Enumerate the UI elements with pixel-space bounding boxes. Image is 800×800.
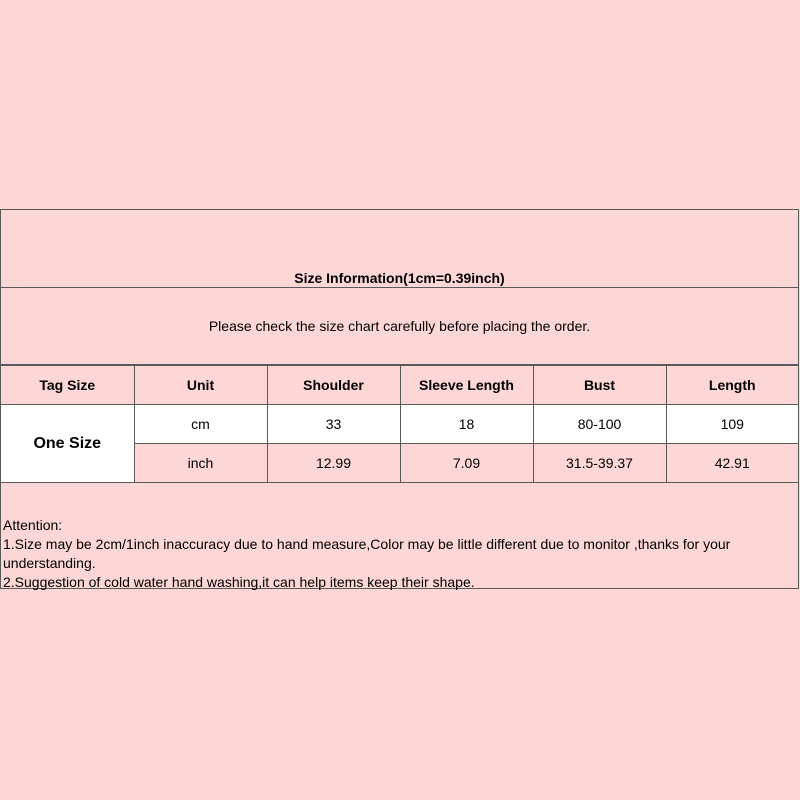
title-row [1,210,798,288]
header-sleeve-length: Sleeve Length [400,366,533,405]
attention-line-1: 1.Size may be 2cm/1inch inaccuracy due to hand measure,Color may be little different due to monitor ,thanks for your understanding. [3,536,731,571]
sleeve-length-cell: 18 [400,405,533,444]
attention-line-2: 2.Suggestion of cold water hand washing,it can help items keep their shape. [3,574,475,590]
attention-notes [3,516,793,592]
bust-cell: 31.5-39.37 [533,444,666,483]
header-tag-size: Tag Size [1,366,134,405]
header-unit: Unit [134,366,267,405]
table-header-row [1,366,798,405]
tag-size-cell: One Size [1,405,134,483]
length-cell: 109 [666,405,798,444]
sleeve-length-cell: 7.09 [400,444,533,483]
notice-row [1,288,798,365]
header-bust: Bust [533,366,666,405]
size-chart-sheet [0,209,799,589]
unit-cell: inch [134,444,267,483]
length-cell: 42.91 [666,444,798,483]
table-row [1,405,798,444]
shoulder-cell: 33 [267,405,400,444]
unit-cell: cm [134,405,267,444]
attention-heading: Attention: [3,517,63,533]
size-table [1,365,798,483]
bust-cell: 80-100 [533,405,666,444]
header-shoulder: Shoulder [267,366,400,405]
shoulder-cell: 12.99 [267,444,400,483]
order-notice: Please check the size chart carefully before placing the order. [208,318,591,334]
header-length: Length [666,366,798,405]
size-info-title: Size Information(1cm=0.39inch) [294,270,505,286]
